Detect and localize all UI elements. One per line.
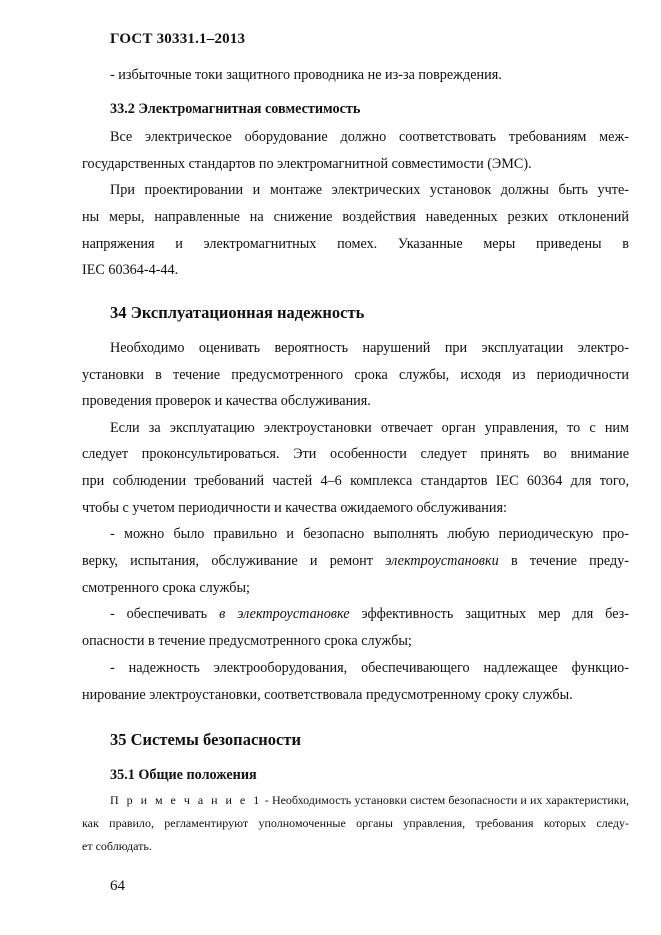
paragraph-line: - избыточные токи защитного проводника не из-за повреждения. [110,67,502,83]
paragraph-line: ны меры, направленные на снижение воздействия наведенных резких отклонений [82,209,629,225]
list-item-line [82,553,629,570]
paragraph-line: государственных стандартов по электромагнитной совместимости (ЭМС). [82,156,532,172]
section-heading-35: 35 Системы безопасности [110,730,301,749]
paragraph-line: проведения проверок и качества обслуживания. [82,393,371,409]
note-line: ет соблюдать. [82,839,152,853]
document-header: ГОСТ 30331.1–2013 [110,31,246,47]
text-run: - обеспечивать [110,606,208,622]
list-item-line: смотренного срока службы; [82,580,250,596]
page-number: 64 [110,878,125,894]
paragraph-line: IEC 60364-4-44. [82,262,179,278]
paragraph-line: Необходимо оценивать вероятность нарушений при эксплуатации электро- [110,340,629,356]
note-label: П р и м е ч а н и е 1 [110,793,262,807]
section-heading-33-2: 33.2 Электромагнитная совместимость [110,101,361,117]
paragraph-line: напряжения и электромагнитных помех. Указанные меры приведены в [82,236,629,252]
paragraph-line: следует проконсультироваться. Эти особенности следует принять во внимание [82,446,629,462]
italic-text-run: в электроустановке [219,606,350,622]
note-text: - Необходимость установки систем безопасности и их характеристики, [264,793,629,807]
text-run: в течение преду- [510,553,630,569]
list-item-line: опасности в течение предусмотренного срока службы; [82,633,412,649]
note-line [110,793,629,808]
paragraph-line: установки в течение предусмотренного срока службы, исходя из периодичности [82,367,629,383]
list-item-line [110,606,629,623]
italic-text-run: электроустановки [385,553,499,569]
list-item-line: - надежность электрооборудования, обеспечивающего надлежащее функцио- [110,660,629,676]
list-item-line: нирование электроустановки, соответствовала предусмотренному сроку службы. [82,687,573,703]
section-heading-35-1: 35.1 Общие положения [110,767,257,783]
paragraph-line: При проектировании и монтаже электрических установок должны быть учте- [110,182,629,198]
list-item-line: - можно было правильно и безопасно выполнять любую периодическую про- [110,526,629,542]
text-run: верку, испытания, обслуживание и ремонт [82,553,373,569]
text-run: эффективность защитных мер для без- [361,606,630,622]
section-heading-34: 34 Эксплуатационная надежность [110,303,365,322]
paragraph-line: Все электрическое оборудование должно соответствовать требованиям меж- [110,129,629,145]
paragraph-line: Если за эксплуатацию электроустановки отвечает орган управления, то с ним [110,420,629,436]
paragraph-line: чтобы с учетом периодичности и качества ожидаемого обслуживания: [82,500,507,516]
note-line: как правило, регламентируют уполномоченные органы управления, требования которых следу- [82,816,629,830]
paragraph-line: при соблюдении требований частей 4–6 комплекса стандартов IEC 60364 для того, [82,473,629,489]
